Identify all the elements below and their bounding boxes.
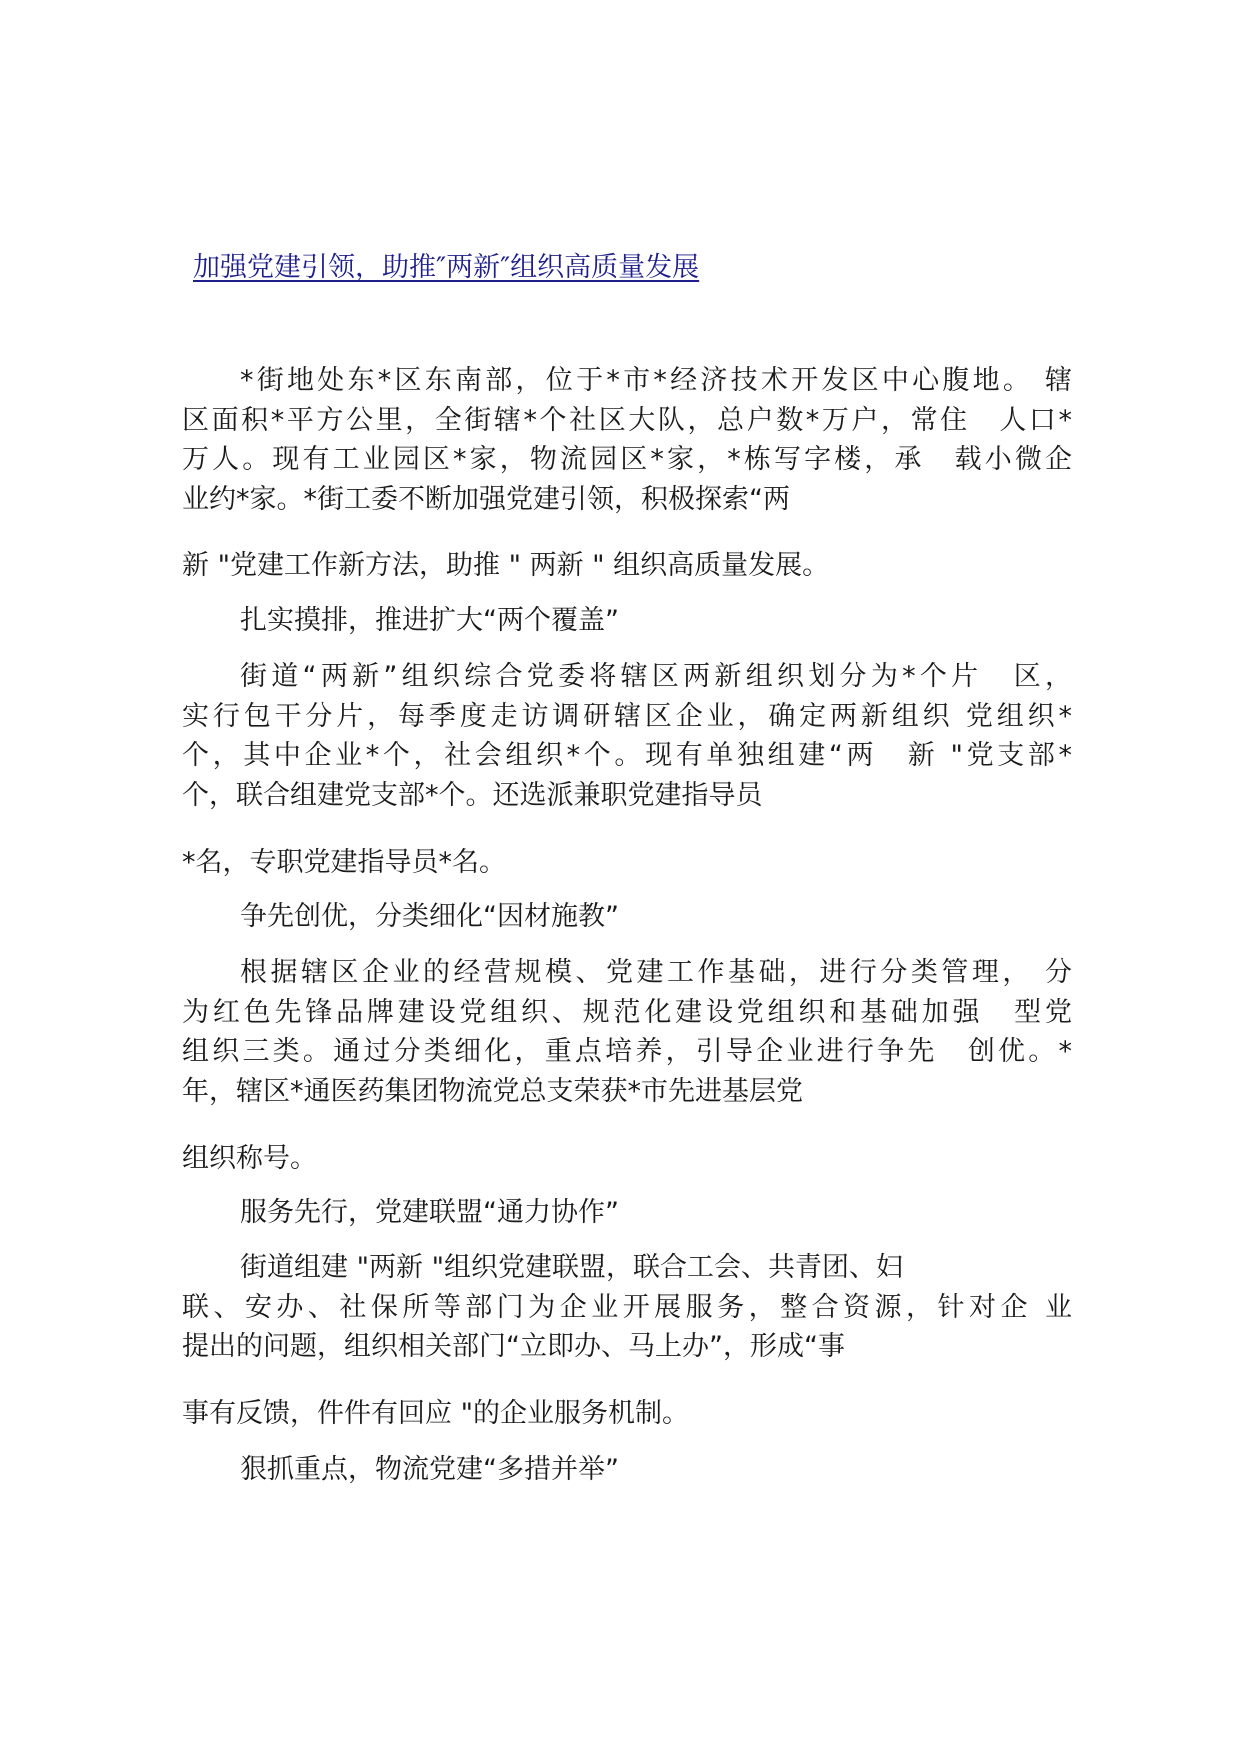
paragraph-line: 个，联合组建党支部*个。还选派兼职党建指导员 bbox=[182, 779, 763, 811]
paragraph-line: 组织三类。通过分类细化，重点培养，引导企业进行争先 创优。* bbox=[182, 1036, 1072, 1067]
paragraph-line: 业约*家。*街工委不断加强党建引领，积极探索“两 bbox=[182, 483, 790, 515]
paragraph-4-tail: 事有反馈，件件有回应 "的企业服务机制。 bbox=[182, 1398, 690, 1429]
paragraph-line: 区面积*平方公里，全街辖*个社区大队，总户数*万户，常住 人口* bbox=[182, 404, 1072, 436]
paragraph-3-tail: 组织称号。 bbox=[182, 1143, 317, 1174]
paragraph-2 bbox=[182, 657, 1072, 815]
paragraph-line: *街地处东*区东南部，位于*市*经济技术开发区中心腹地。 辖 bbox=[240, 365, 1072, 396]
paragraph-line: 提出的问题，组织相关部门“立即办、马上办”，形成“事 bbox=[182, 1331, 845, 1362]
section-heading-1: 扎实摸排，推进扩大“两个覆盖” bbox=[240, 605, 619, 636]
paragraph-4 bbox=[182, 1248, 1072, 1367]
paragraph-1-tail: 新 "党建工作新方法，助推 " 两新 " 组织高质量发展。 bbox=[182, 550, 830, 581]
paragraph-line: 根据辖区企业的经营规模、党建工作基础，进行分类管理， 分 bbox=[240, 957, 1072, 988]
paragraph-line: 联、安办、社保所等部门为企业开展服务，整合资源，针对企 业 bbox=[182, 1291, 1072, 1323]
document-title[interactable]: 加强党建引领，助推″两新″组织高质量发展 bbox=[193, 252, 700, 283]
paragraph-3 bbox=[182, 953, 1072, 1111]
paragraph-line: 为红色先锋品牌建设党组织、规范化建设党组织和基础加强 型党 bbox=[182, 996, 1072, 1028]
paragraph-line: 万人。现有工业园区*家，物流园区*家，*栋写字楼，承 载小微企 bbox=[182, 444, 1072, 475]
paragraph-line: 年，辖区*通医药集团物流党总支荣获*市先进基层党 bbox=[182, 1075, 803, 1107]
paragraph-line: 街道“两新”组织综合党委将辖区两新组织划分为*个片 区， bbox=[240, 661, 1072, 692]
section-heading-3: 服务先行，党建联盟“通力协作” bbox=[240, 1197, 619, 1228]
paragraph-line: 个，其中企业*个，社会组织*个。现有单独组建“两 新 "党支部* bbox=[182, 740, 1072, 771]
section-heading-2: 争先创优，分类细化“因材施教” bbox=[240, 901, 619, 932]
paragraph-line: 实行包干分片，每季度走访调研辖区企业，确定两新组织 党组织* bbox=[182, 700, 1072, 732]
paragraph-1 bbox=[182, 361, 1072, 519]
paragraph-2-tail: *名，专职党建指导员*名。 bbox=[182, 847, 506, 878]
section-heading-4: 狠抓重点，物流党建“多措并举” bbox=[240, 1454, 619, 1485]
paragraph-line: 街道组建 "两新 "组织党建联盟，联合工会、共青团、妇 bbox=[240, 1252, 904, 1283]
